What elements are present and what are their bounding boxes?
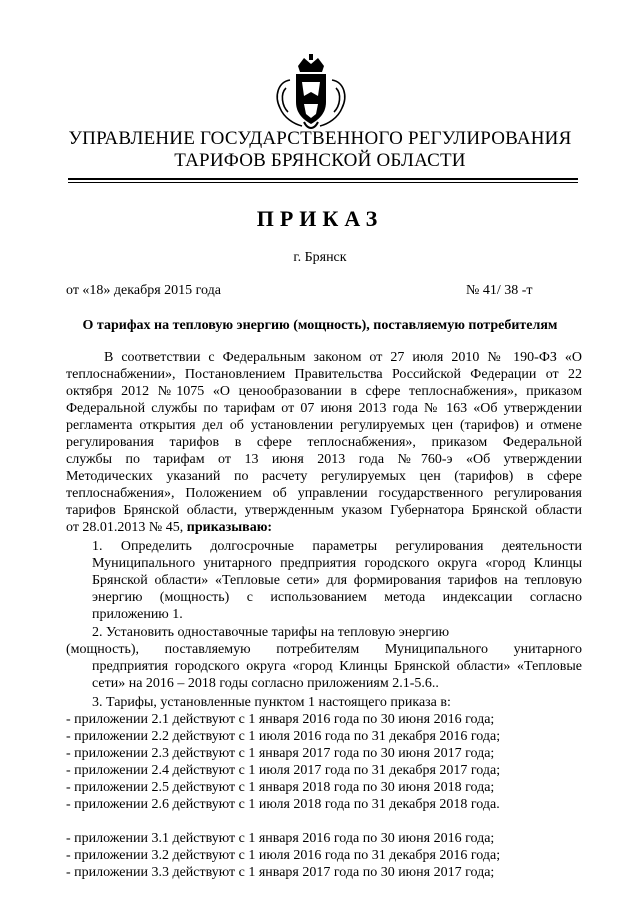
body-line: 3. Тарифы, установленные пунктом 1 настоящего приказа в: <box>92 695 451 710</box>
body-line: приложению 1. <box>92 607 183 622</box>
body-line: Муниципального унитарного предприятия городского округа «город Клинцы <box>92 556 582 571</box>
body-line: октября 2012 №1075 «О ценообразовании в сфере теплоснабжения», приказом <box>66 384 582 399</box>
list-item: - приложении 2.1 действуют с 1 января 2016 года по 30 июня 2016 года; <box>66 712 495 727</box>
body-line: (мощность), поставляемую потребителям Муниципального унитарного <box>66 642 582 657</box>
list-item: - приложении 3.3 действуют с 1 января 2017 года по 30 июня 2017 года; <box>66 865 495 880</box>
body-line: предприятия городского округа «город Клинцы Брянской области» «Тепловые <box>92 659 582 674</box>
coat-of-arms-icon <box>268 52 354 132</box>
body-line: тарифов Брянской области, утвержденным указом Губернатора Брянской области <box>66 503 582 518</box>
body-line: регулирования тарифов в сфере теплоснабжения», приказом Федеральной <box>66 435 582 450</box>
header-rule <box>68 178 578 180</box>
body-line: Методических указаний по расчету регулируемых цен (тарифов) в сфере <box>66 469 582 484</box>
body-text: от 28.01.2013 № 45, <box>66 520 184 535</box>
body-line: регламента открытия дел об установлении регулируемых цен (тарифов) и отмене <box>66 418 582 433</box>
list-item: - приложении 2.5 действуют с 1 января 2018 года по 30 июня 2018 года; <box>66 780 495 795</box>
list-item: - приложении 3.2 действуют с 1 июля 2016 года по 31 декабря 2016 года; <box>66 848 501 863</box>
body-line <box>66 519 582 536</box>
document-number: № 41/ 38 -т <box>466 283 533 298</box>
body-line: Брянской области» «Тепловые сети» для формирования тарифов на тепловую <box>92 573 582 588</box>
body-line: 2. Установить одноставочные тарифы на тепловую энергию <box>92 625 450 640</box>
body-line: энергию (мощность) с использованием метода индексации согласно <box>92 590 582 605</box>
body-line: 1. Определить долгосрочные параметры регулирования деятельности <box>92 539 582 554</box>
document-date: от «18» декабря 2015 года <box>66 283 221 298</box>
document-subject: О тарифах на тепловую энергию (мощность), поставляемую потребителям <box>82 318 558 333</box>
list-item: - приложении 2.6 действуют с 1 июля 2018 года по 31 декабря 2018 года. <box>66 797 500 812</box>
body-line: теплоснабжении», Постановлением Правительства Российской Федерации от 22 <box>66 367 582 382</box>
list-item: - приложении 2.3 действуют с 1 января 2017 года по 30 июня 2017 года; <box>66 746 495 761</box>
body-line: Федеральной службы по тарифам от 07 июня 2013 года № 163 «Об утверждении <box>66 401 582 416</box>
agency-name-line2: ТАРИФОВ БРЯНСКОЙ ОБЛАСТИ <box>174 150 466 171</box>
list-item: - приложении 2.4 действуют с 1 июля 2017 года по 31 декабря 2017 года; <box>66 763 501 778</box>
document-title: ПРИКАЗ <box>256 206 384 231</box>
order-word: приказываю: <box>186 520 273 535</box>
list-item: - приложении 2.2 действуют с 1 июля 2016 года по 31 декабря 2016 года; <box>66 729 501 744</box>
body-line: теплоснабжения», Положением об управлении государственного регулирования <box>66 486 582 501</box>
header-rule-thin <box>68 182 578 183</box>
list-item: - приложении 3.1 действуют с 1 января 2016 года по 30 июня 2016 года; <box>66 831 495 846</box>
body-line: сети» на 2016 – 2018 годы согласно приложениям 2.1-5.6.. <box>92 676 439 691</box>
document-city: г. Брянск <box>293 250 347 265</box>
body-line: службы по тарифам от 13 июня 2013 года №760-э «Об утверждении <box>66 452 582 467</box>
body-line: В соответствии с Федеральным законом от 27 июля 2010 № 190-ФЗ «О <box>104 350 582 365</box>
agency-name-line1: УПРАВЛЕНИЕ ГОСУДАРСТВЕННОГО РЕГУЛИРОВАНИЯ <box>68 128 572 149</box>
